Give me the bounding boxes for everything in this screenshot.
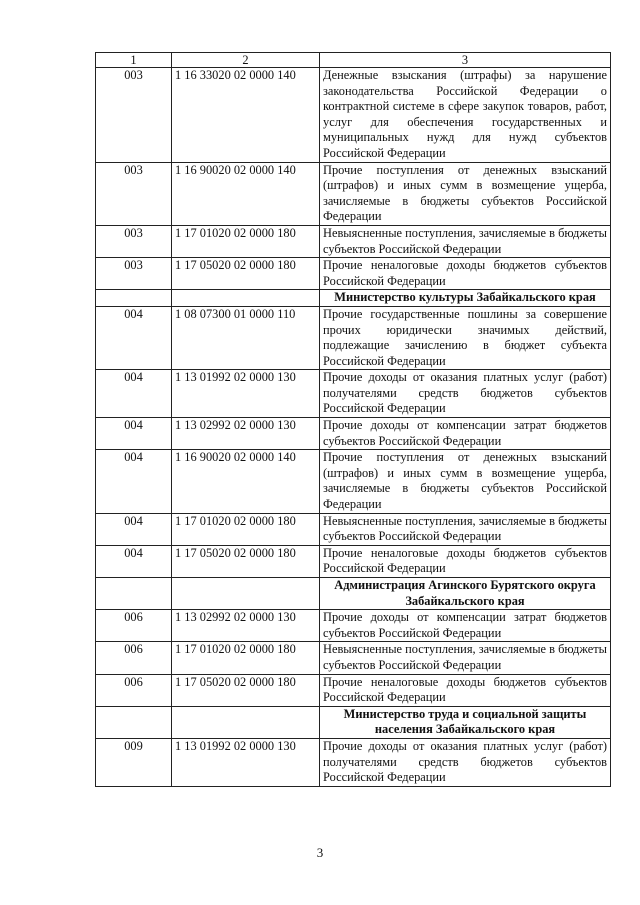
- admin-code-cell: 003: [96, 162, 172, 225]
- description-cell: Невыясненные поступления, зачисляемые в бюджеты субъектов Российской Федерации: [320, 225, 611, 257]
- kbk-code-cell: 1 17 05020 02 0000 180: [172, 674, 320, 706]
- table-row: [96, 306, 611, 369]
- description-cell: Прочие доходы от компенсации затрат бюджетов субъектов Российской Федерации: [320, 418, 611, 450]
- table-row: [96, 162, 611, 225]
- admin-code-cell: 004: [96, 418, 172, 450]
- description-cell: Невыясненные поступления, зачисляемые в бюджеты субъектов Российской Федерации: [320, 513, 611, 545]
- kbk-code-cell: 1 16 90020 02 0000 140: [172, 162, 320, 225]
- description-cell: Прочие доходы от компенсации затрат бюджетов субъектов Российской Федерации: [320, 610, 611, 642]
- kbk-code-cell: 1 13 02992 02 0000 130: [172, 418, 320, 450]
- section-heading-row: [96, 578, 611, 610]
- admin-code-cell: 004: [96, 450, 172, 513]
- table-row: [96, 418, 611, 450]
- kbk-code-cell: 1 16 33020 02 0000 140: [172, 68, 320, 163]
- admin-code-cell: 004: [96, 306, 172, 369]
- description-cell: Прочие неналоговые доходы бюджетов субъектов Российской Федерации: [320, 545, 611, 577]
- page-number: 3: [316, 845, 324, 860]
- admin-code-cell: 003: [96, 225, 172, 257]
- table-row: [96, 370, 611, 418]
- kbk-code-cell: [172, 290, 320, 307]
- section-heading-row: [96, 290, 611, 307]
- table-row: [96, 610, 611, 642]
- kbk-code-cell: 1 13 02992 02 0000 130: [172, 610, 320, 642]
- table-row: [96, 68, 611, 163]
- admin-code-cell: 003: [96, 68, 172, 163]
- kbk-code-cell: 1 17 01020 02 0000 180: [172, 225, 320, 257]
- table-row: [96, 225, 611, 257]
- description-cell: Невыясненные поступления, зачисляемые в бюджеты субъектов Российской Федерации: [320, 642, 611, 674]
- table-row: [96, 450, 611, 513]
- table-body: [96, 68, 611, 787]
- admin-code-cell: 006: [96, 610, 172, 642]
- column-header-3: 3: [320, 53, 611, 68]
- admin-code-cell: 003: [96, 258, 172, 290]
- description-cell: Прочие неналоговые доходы бюджетов субъектов Российской Федерации: [320, 674, 611, 706]
- admin-code-cell: 004: [96, 513, 172, 545]
- admin-code-cell: 004: [96, 545, 172, 577]
- kbk-code-cell: 1 08 07300 01 0000 110: [172, 306, 320, 369]
- table-row: [96, 642, 611, 674]
- admin-code-cell: 009: [96, 738, 172, 786]
- description-cell: Прочие доходы от оказания платных услуг (работ) получателями средств бюджетов субъектов Российской Федерации: [320, 370, 611, 418]
- kbk-code-cell: [172, 706, 320, 738]
- revenue-codes-table: [95, 52, 611, 787]
- admin-code-cell: 004: [96, 370, 172, 418]
- kbk-code-cell: 1 13 01992 02 0000 130: [172, 370, 320, 418]
- kbk-code-cell: 1 16 90020 02 0000 140: [172, 450, 320, 513]
- admin-code-cell: [96, 578, 172, 610]
- table-row: [96, 513, 611, 545]
- admin-code-cell: [96, 706, 172, 738]
- table-row: [96, 738, 611, 786]
- admin-code-cell: 006: [96, 674, 172, 706]
- description-cell: Прочие поступления от денежных взысканий (штрафов) и иных сумм в возмещение ущерба, зачисляемые в бюджеты субъектов Российской Федерации: [320, 450, 611, 513]
- kbk-code-cell: 1 17 05020 02 0000 180: [172, 258, 320, 290]
- description-cell: Прочие неналоговые доходы бюджетов субъектов Российской Федерации: [320, 258, 611, 290]
- kbk-code-cell: 1 17 01020 02 0000 180: [172, 513, 320, 545]
- section-heading-row: [96, 706, 611, 738]
- description-cell: Прочие поступления от денежных взысканий (штрафов) и иных сумм в возмещение ущерба, зачисляемые в бюджеты субъектов Российской Федерации: [320, 162, 611, 225]
- section-title-cell: Министерство труда и социальной защиты населения Забайкальского края: [320, 706, 611, 738]
- section-title-cell: Министерство культуры Забайкальского края: [320, 290, 611, 307]
- kbk-code-cell: 1 13 01992 02 0000 130: [172, 738, 320, 786]
- admin-code-cell: 006: [96, 642, 172, 674]
- admin-code-cell: [96, 290, 172, 307]
- description-cell: Денежные взыскания (штрафы) за нарушение законодательства Российской Федерации о контрактной системе в сфере закупок товаров, работ, услуг для обеспечения государственных и муниципальных нужд для нужд субъектов Российской Федерации: [320, 68, 611, 163]
- table-row: [96, 674, 611, 706]
- description-cell: Прочие государственные пошлины за совершение прочих юридически значимых действий, подлежащие зачислению в бюджет субъекта Российской Федерации: [320, 306, 611, 369]
- kbk-code-cell: 1 17 05020 02 0000 180: [172, 545, 320, 577]
- column-header-1: 1: [96, 53, 172, 68]
- column-header-2: 2: [172, 53, 320, 68]
- header-row: [96, 53, 611, 68]
- description-cell: Прочие доходы от оказания платных услуг (работ) получателями средств бюджетов субъектов Российской Федерации: [320, 738, 611, 786]
- table-row: [96, 545, 611, 577]
- section-title-cell: Администрация Агинского Бурятского округа Забайкальского края: [320, 578, 611, 610]
- kbk-code-cell: [172, 578, 320, 610]
- kbk-code-cell: 1 17 01020 02 0000 180: [172, 642, 320, 674]
- table-row: [96, 258, 611, 290]
